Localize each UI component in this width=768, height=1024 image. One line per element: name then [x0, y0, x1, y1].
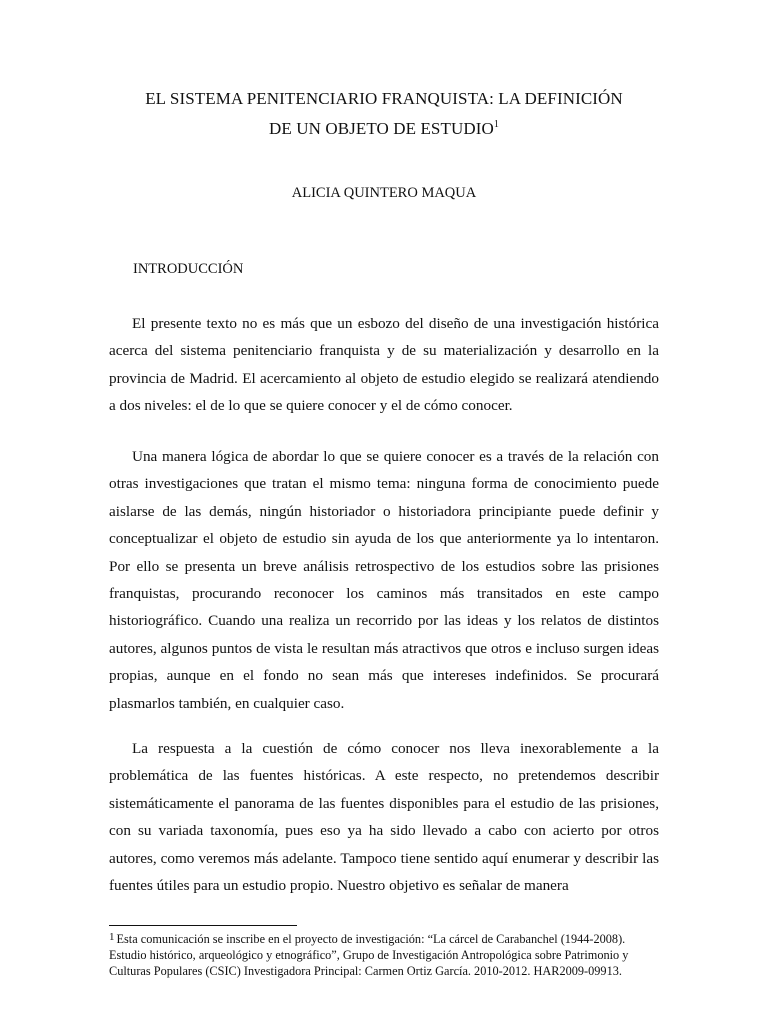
- paragraph-2: Una manera lógica de abordar lo que se quiere conocer es a través de la relación con otras investigaciones que tratan el mismo tema: ninguna forma de conocimiento puede aislarse de las demás, ningún historiador o historiadora principiante puede definir y conceptualizar el objeto de estudio sin ayuda de los que anteriormente ya lo intentaron. Por ello se presenta un breve análisis retrospectivo de los estudios sobre las prisiones franquistas, procurando reconocer los caminos más transitados en este campo historiográfico. Cuando una realiza un recorrido por las ideas y los relatos de distintos autores, algunos puntos de vista le resultan más atractivos que otros e incluso surgen ideas propias, aunque en el fondo no sean más que intereses indefinidos. Se procurará plasmarlos también, en cualquier caso.: [109, 448, 659, 712]
- footnote-mark: 1: [109, 931, 115, 943]
- footnote-divider: [109, 925, 297, 926]
- title-line-2-text: DE UN OBJETO DE ESTUDIO: [269, 119, 494, 138]
- paragraph-3: La respuesta a la cuestión de cómo conocer nos lleva inexorablemente a la problemática de las fuentes históricas. A este respecto, no pretendemos describir sistemáticamente el panorama de las fuentes disponibles para el estudio de las prisiones, con su variada taxonomía, pues eso ya ha sido llevado a cabo con acierto por otros autores, como veremos más adelante. Tampoco tiene sentido aquí enumerar y describir las fuentes útiles para un estudio propio. Nuestro objetivo es señalar de manera: [109, 740, 659, 895]
- section-heading: INTRODUCCIÓN: [133, 261, 244, 277]
- footnote-text: Esta comunicación se inscribe en el proyecto de investigación: “La cárcel de Carabanchel (1944-2008). Estudio histórico, arqueológico y etnográfico”, Grupo de Investigación Antropológica sobre Patrimonio y Culturas Populares (CSIC) Investigadora Principal: Carmen Ortiz García. 2010-2012. HAR2009-09913.: [109, 932, 629, 978]
- title-footnote-mark: 1: [493, 119, 499, 130]
- title-line-2: [0, 119, 768, 139]
- title-line-1: EL SISTEMA PENITENCIARIO FRANQUISTA: LA DEFINICIÓN: [145, 89, 623, 108]
- author-name: ALICIA QUINTERO MAQUA: [291, 185, 477, 201]
- paragraph-1: El presente texto no es más que un esbozo del diseño de una investigación histórica acerca del sistema penitenciario franquista y de su materialización y desarrollo en la provincia de Madrid. El acercamiento al objeto de estudio elegido se realizará atendiendo a dos niveles: el de lo que se quiere conocer y el de cómo conocer.: [109, 315, 659, 415]
- footnote: [109, 931, 659, 979]
